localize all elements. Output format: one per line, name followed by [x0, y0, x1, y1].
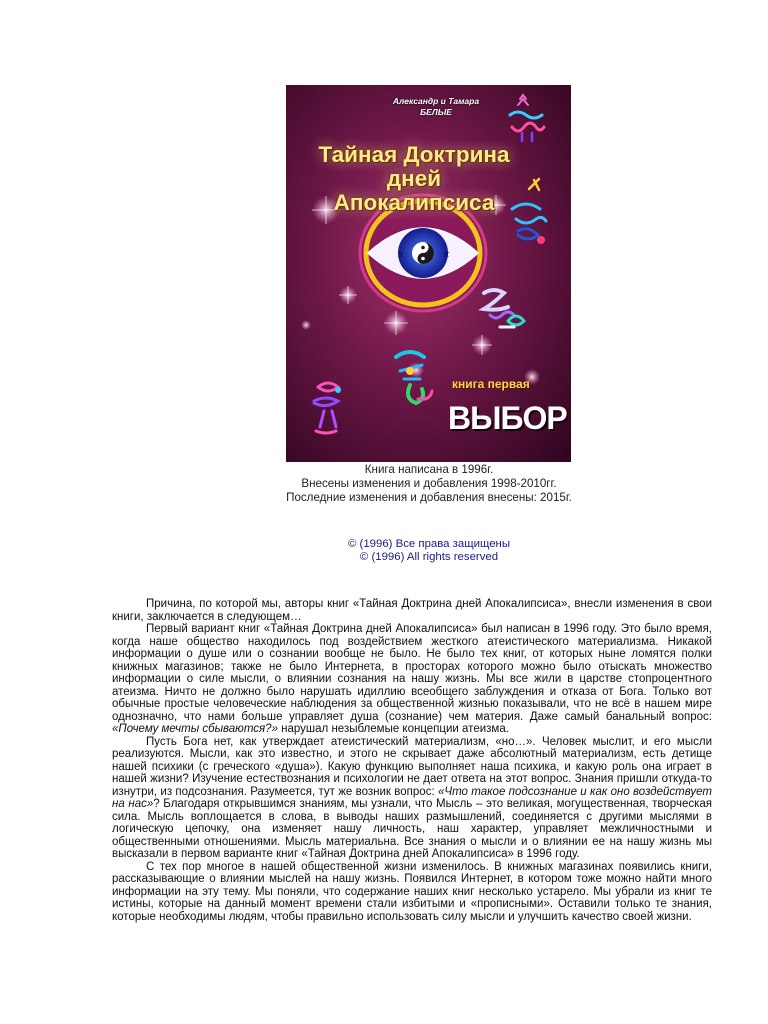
paragraph-1: Причина, по которой мы, авторы книг «Тайная Доктрина дней Апокалипсиса», внесли изменения в свои книги, заключается в следующем…: [112, 598, 712, 623]
cover-authors: [381, 96, 491, 118]
paragraph-3: [112, 736, 712, 861]
caption-written: Книга написана в 1996г.: [364, 463, 494, 476]
copyright-ru: © (1996) Все права защищены: [347, 538, 511, 550]
cover-title-line2: дней Апокалипсиса: [333, 166, 495, 215]
cover-book-title: ВЫБОР: [448, 400, 567, 436]
pi-symbol-left: π: [398, 249, 404, 260]
cover-title: [304, 143, 524, 215]
yin-yang-icon: [412, 242, 434, 264]
copyright-en: © (1996) All rights reserved: [359, 551, 499, 563]
paragraph-3-part-a: Пусть Бога нет, как утверждает атеистический материализм, «но…». Человек мыслит, и его мысли реализуются. Мысли, как это известно, и этого не скрывает даже абсолютный материализм, есть детище нашей психики (с греческого «душа»). Какую функцию выполняет наша психика, и какую роль она играет в нашей жизни? Изучение естествознания и психологии не дает ответа на этот вопрос. Знания пришли откуда-то изнутри, из подсознания. Разумеется, тут же возник вопрос:: [112, 735, 712, 798]
caption-changes: Внесены изменения и добавления 1998-2010гг.: [301, 477, 557, 490]
pi-symbol-right: π: [444, 249, 450, 260]
book-cover: [286, 85, 571, 462]
paragraph-2: [112, 623, 712, 736]
cover-authors-line2: БЕЛЫЕ: [420, 107, 452, 117]
paragraph-2-question: «Почему мечты сбываются?»: [112, 723, 278, 735]
caption-last-changes: Последние изменения и добавления внесены: 2015г.: [286, 491, 572, 504]
body-text: [112, 598, 712, 923]
paragraph-2-part-b: нарушал незыблемые концепции атеизма.: [277, 723, 509, 735]
cover-title-line1: Тайная Доктрина: [318, 142, 510, 167]
paragraph-3-part-b: ? Благодаря открывшимся знаниям, мы узнали, что Мысль – это великая, могущественная, творческая сила. Мысль воплощается в слова, в выводы наших размышлений, соединяется с другими мыслями в логическую цепочку, она изменяет нашу личность, наш характер, управляет межличностными и общественными отношениями. Мысль материальна. Все знания о мысли и о влиянии ее на нашу жизнь мы высказали в первом варианте книг «Тайная Доктрина дней Апокалипсиса» в 1996 году.: [112, 798, 712, 860]
paragraph-4: С тех пор многое в нашей общественной жизни изменилось. В книжных магазинах появились книги, рассказывающие о влиянии мыслей на нашу жизнь. Появился Интернет, в котором тоже можно найти много информации на эту тему. Мы поняли, что содержание наших книг несколько устарело. Мы убрали из книг те истины, которые на данный момент времени стали избитыми и «прописными». Оставили только те знания, которые необходимы людям, чтобы правильно использовать силу мысли и улучшить качество своей жизни.: [112, 860, 712, 923]
paragraph-2-part-a: Первый вариант книг «Тайная Доктрина дней Апокалипсиса» был написан в 1996 году. Это было время, когда наше общество находилось под воздействием жесткого атеистического материализма. Никакой информации о душе или о сознании вообще не было. Не было тех книг, от которых ныне ломятся полки книжных магазинов; также не было Интернета, в просторах которого можно было отыскать множество информации о силе мысли, о влиянии сознания на нашу жизнь. Мы все жили в царстве стопроцентного атеизма. Ничто не должно было нарушать идиллию всеобщего заблуждения и отказа от Бога. Только вот обычные простые человеческие наблюдения за общественной жизнью показывали, что не всё в нашем мире однозначно, что нами больше управляет душа (сознание) чем материя. Даже самый банальный вопрос:: [112, 623, 712, 723]
cover-book-number: книга первая: [452, 377, 530, 391]
cover-authors-line1: Александр и Тамара: [392, 96, 480, 106]
paragraph-3-question: «Что такое подсознание и как оно воздействует на нас»: [112, 785, 712, 810]
